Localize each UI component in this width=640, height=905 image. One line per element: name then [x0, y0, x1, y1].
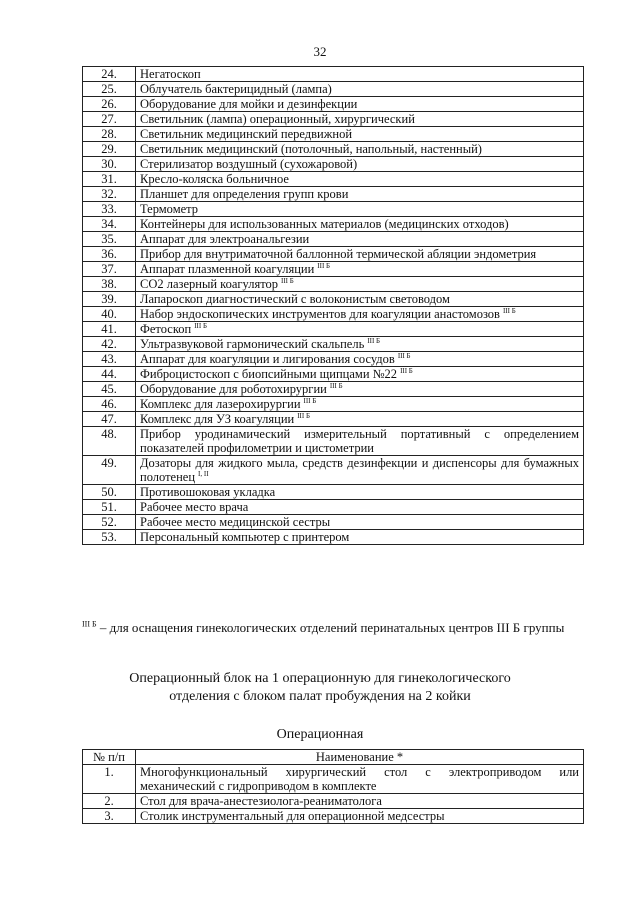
sub-title: Операционная: [276, 727, 364, 742]
row-name-cell: [136, 262, 584, 277]
row-name-cell: [136, 382, 584, 397]
footnote: [82, 620, 592, 636]
row-name: Набор эндоскопических инструментов для коагуляции анастомозов: [140, 307, 500, 321]
row-name: Столик инструментальный для операционной медсестры: [140, 809, 445, 823]
row-number: 30.: [83, 157, 136, 172]
row-name: Фетоскоп: [140, 322, 192, 336]
footnote-text: – для оснащения гинекологических отделений перинатальных центров III Б группы: [96, 620, 565, 635]
table-row: [83, 794, 584, 809]
table-row: [83, 112, 584, 127]
row-number: 24.: [83, 67, 136, 82]
row-number: 52.: [83, 515, 136, 530]
row-name: Комплекс для УЗ коагуляции: [140, 412, 295, 426]
row-name-cell: [136, 794, 584, 809]
row-superscript: III Б: [397, 351, 411, 360]
table-row: [83, 530, 584, 545]
header-num: № п/п: [83, 750, 136, 765]
row-name-cell: [136, 515, 584, 530]
row-name-cell: [136, 307, 584, 322]
table-row: [83, 127, 584, 142]
row-number: 1.: [83, 765, 136, 794]
table-row: [83, 352, 584, 367]
table-row: [83, 322, 584, 337]
row-number: 37.: [83, 262, 136, 277]
row-name: Прибор уродинамический измерительный портативный с определением показателей профилометрии и цистометрии: [140, 427, 579, 455]
equipment-table: [82, 66, 584, 545]
row-name: Ультразвуковой гармонический скальпель: [140, 337, 365, 351]
row-name: Многофункциональный хирургический стол с электроприводом или механический с гидроприводом в комплекте: [140, 765, 579, 793]
table-row: [83, 277, 584, 292]
row-number: 46.: [83, 397, 136, 412]
row-name-cell: [136, 217, 584, 232]
row-name: Кресло-коляска больничное: [140, 172, 289, 186]
row-name-cell: [136, 277, 584, 292]
row-name: Контейнеры для использованных материалов (медицинских отходов): [140, 217, 509, 231]
row-name-cell: [136, 367, 584, 382]
table-row: [83, 427, 584, 456]
row-name-cell: [136, 127, 584, 142]
row-name: Планшет для определения групп крови: [140, 187, 349, 201]
table-row: [83, 142, 584, 157]
table-row: [83, 157, 584, 172]
row-number: 42.: [83, 337, 136, 352]
row-name-cell: [136, 82, 584, 97]
row-number: 47.: [83, 412, 136, 427]
row-number: 40.: [83, 307, 136, 322]
row-name-cell: [136, 292, 584, 307]
row-name-cell: [136, 202, 584, 217]
table-row: [83, 232, 584, 247]
row-name: СО2 лазерный коагулятор: [140, 277, 279, 291]
row-superscript: III Б: [329, 381, 343, 390]
row-name: Оборудование для роботохирургии: [140, 382, 327, 396]
row-name-cell: [136, 247, 584, 262]
row-name-cell: [136, 172, 584, 187]
row-number: 34.: [83, 217, 136, 232]
row-name-cell: [136, 67, 584, 82]
row-number: 25.: [83, 82, 136, 97]
row-superscript: III Б: [367, 336, 381, 345]
row-name-cell: [136, 322, 584, 337]
row-name: Оборудование для мойки и дезинфекции: [140, 97, 358, 111]
row-number: 35.: [83, 232, 136, 247]
row-name: Противошоковая укладка: [140, 485, 276, 499]
table-row: [83, 412, 584, 427]
table-row: [83, 397, 584, 412]
row-number: 28.: [83, 127, 136, 142]
table-row: [83, 82, 584, 97]
table-header-row: [83, 750, 584, 765]
row-name-cell: [136, 412, 584, 427]
row-name: Рабочее место медицинской сестры: [140, 515, 331, 529]
row-name-cell: [136, 337, 584, 352]
table-row: [83, 382, 584, 397]
row-number: 53.: [83, 530, 136, 545]
table-row: [83, 367, 584, 382]
row-number: 48.: [83, 427, 136, 456]
row-name-cell: [136, 456, 584, 485]
footnote-mark: III Б: [82, 619, 97, 629]
table-row: [83, 765, 584, 794]
table-row: [83, 500, 584, 515]
row-number: 39.: [83, 292, 136, 307]
row-name: Облучатель бактерицидный (лампа): [140, 82, 332, 96]
row-number: 33.: [83, 202, 136, 217]
equipment-table-body: [83, 67, 584, 545]
row-name: Персональный компьютер с принтером: [140, 530, 350, 544]
section-title: Операционный блок на 1 операционную для гинекологического отделения с блоком палат пробуждения на 2 койки: [129, 671, 511, 704]
row-superscript: I, II: [198, 469, 209, 478]
row-number: 2.: [83, 794, 136, 809]
operating-room-table: [82, 749, 584, 824]
row-name: Комплекс для лазерохирургии: [140, 397, 301, 411]
row-number: 26.: [83, 97, 136, 112]
table-row: [83, 515, 584, 530]
row-name: Аппарат для электроанальгезии: [140, 232, 310, 246]
table-row: [83, 337, 584, 352]
row-number: 31.: [83, 172, 136, 187]
table-row: [83, 202, 584, 217]
table-row: [83, 485, 584, 500]
row-name-cell: [136, 397, 584, 412]
table-row: [83, 307, 584, 322]
row-number: 36.: [83, 247, 136, 262]
row-name: Стерилизатор воздушный (сухожаровой): [140, 157, 358, 171]
table-row: [83, 292, 584, 307]
row-number: 51.: [83, 500, 136, 515]
row-number: 43.: [83, 352, 136, 367]
row-name: Негатоскоп: [140, 67, 201, 81]
row-number: 38.: [83, 277, 136, 292]
row-name: Термометр: [140, 202, 199, 216]
row-name: Аппарат плазменной коагуляции: [140, 262, 315, 276]
row-name-cell: [136, 352, 584, 367]
row-superscript: III Б: [194, 321, 207, 330]
row-name: Фиброцистоскоп с биопсийными щипцами №22: [140, 367, 398, 381]
row-number: 50.: [83, 485, 136, 500]
row-name-cell: [136, 809, 584, 824]
table-row: [83, 187, 584, 202]
row-name-cell: [136, 187, 584, 202]
row-superscript: III Б: [303, 396, 317, 405]
row-name-cell: [136, 500, 584, 515]
row-name-cell: [136, 530, 584, 545]
row-superscript: III Б: [502, 306, 516, 315]
row-name-cell: [136, 112, 584, 127]
row-name-cell: [136, 427, 584, 456]
row-superscript: III Б: [400, 366, 413, 375]
row-number: 27.: [83, 112, 136, 127]
operating-room-table-body: [83, 765, 584, 824]
row-number: 3.: [83, 809, 136, 824]
page-number: 32: [313, 44, 327, 59]
row-name: Лапароскоп диагностический с волоконистым световодом: [140, 292, 450, 306]
row-name-cell: [136, 142, 584, 157]
row-number: 45.: [83, 382, 136, 397]
row-number: 41.: [83, 322, 136, 337]
row-name: Светильник медицинский (потолочный, напольный, настенный): [140, 142, 482, 156]
row-number: 29.: [83, 142, 136, 157]
row-name-cell: [136, 765, 584, 794]
row-name: Дозаторы для жидкого мыла, средств дезинфекции и диспенсоры для бумажных полотенец: [140, 456, 579, 484]
row-name: Прибор для внутриматочной баллонной термической абляции эндометрия: [140, 247, 537, 261]
table-row: [83, 262, 584, 277]
row-name: Светильник медицинский передвижной: [140, 127, 353, 141]
row-number: 44.: [83, 367, 136, 382]
row-name: Светильник (лампа) операционный, хирургический: [140, 112, 415, 126]
row-superscript: III Б: [297, 411, 310, 420]
table-row: [83, 97, 584, 112]
row-name-cell: [136, 232, 584, 247]
row-number: 49.: [83, 456, 136, 485]
row-superscript: III Б: [317, 261, 331, 270]
row-name-cell: [136, 97, 584, 112]
row-number: 32.: [83, 187, 136, 202]
row-name: Рабочее место врача: [140, 500, 249, 514]
table-row: [83, 217, 584, 232]
row-superscript: III Б: [281, 276, 294, 285]
table-row: [83, 67, 584, 82]
table-row: [83, 172, 584, 187]
row-name: Аппарат для коагуляции и лигирования сосудов: [140, 352, 395, 366]
table-row: [83, 247, 584, 262]
row-name-cell: [136, 157, 584, 172]
header-name: Наименование *: [136, 750, 584, 765]
row-name: Стол для врача-анестезиолога-реаниматолога: [140, 794, 382, 808]
table-row: [83, 809, 584, 824]
table-row: [83, 456, 584, 485]
row-name-cell: [136, 485, 584, 500]
